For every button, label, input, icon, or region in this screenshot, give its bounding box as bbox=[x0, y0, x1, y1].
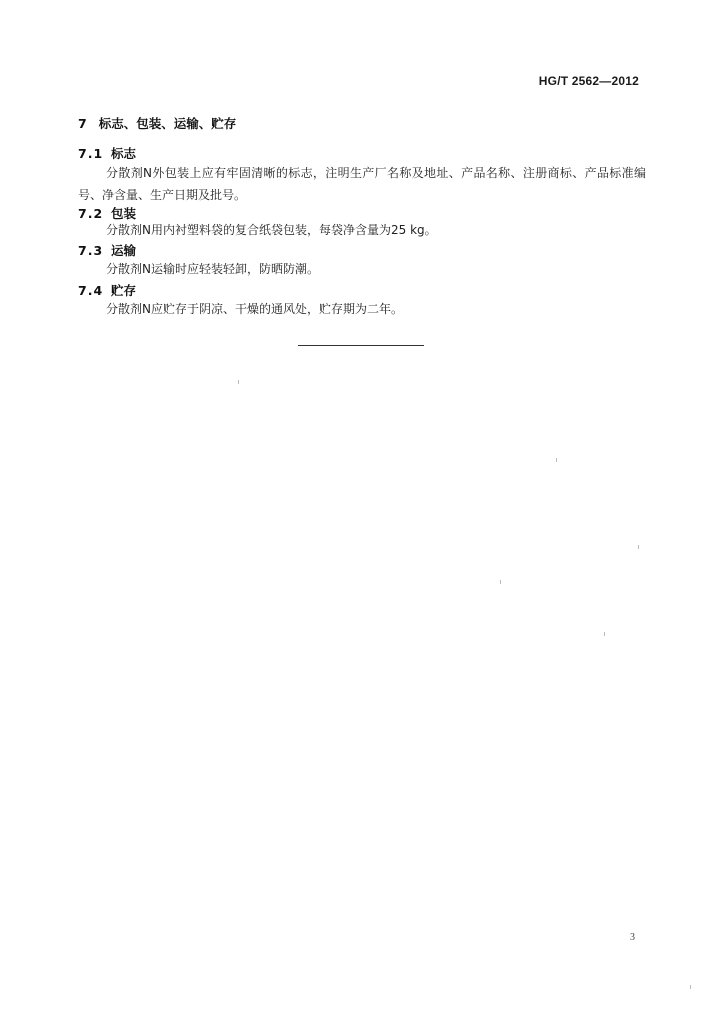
subsection-heading-7-3 bbox=[78, 241, 136, 259]
subsection-number: 7.1 bbox=[78, 146, 104, 161]
document-code-header: HG/T 2562—2012 bbox=[538, 74, 639, 88]
subsection-title: 标志 bbox=[111, 146, 137, 161]
page-number: 3 bbox=[630, 932, 635, 943]
subsection-number: 7.3 bbox=[78, 243, 104, 258]
subsection-heading-7-1 bbox=[78, 144, 136, 162]
subsection-number: 7.2 bbox=[78, 206, 104, 221]
subsection-title: 贮存 bbox=[111, 283, 137, 298]
subsection-title: 运输 bbox=[111, 243, 137, 258]
scan-speck bbox=[238, 380, 239, 384]
subsection-paragraph-7-2: 分散剂N用内衬塑料袋的复合纸袋包装，每袋净含量为25 kg。 bbox=[106, 223, 437, 237]
end-divider bbox=[298, 345, 424, 346]
section-heading bbox=[78, 114, 236, 132]
scan-speck bbox=[556, 458, 557, 462]
subsection-paragraph-7-1: 分散剂N外包装上应有牢固清晰的标志，注明生产厂名称及地址、产品名称、注册商标、产品标准编号、净含量、生产日期及批号。 bbox=[78, 166, 646, 202]
scan-speck bbox=[690, 985, 691, 989]
scan-speck bbox=[638, 545, 639, 549]
scan-speck bbox=[604, 632, 605, 636]
subsection-paragraph-7-3: 分散剂N运输时应轻装轻卸，防晒防潮。 bbox=[106, 262, 319, 276]
section-title-text: 标志、包装、运输、贮存 bbox=[98, 116, 237, 131]
subsection-number: 7.4 bbox=[78, 283, 104, 298]
section-number: 7 bbox=[78, 116, 87, 131]
subsection-heading-7-4 bbox=[78, 281, 136, 299]
subsection-paragraph-7-4: 分散剂N应贮存于阴凉、干燥的通风处，贮存期为二年。 bbox=[106, 302, 403, 316]
subsection-title: 包装 bbox=[111, 206, 137, 221]
scan-speck bbox=[500, 580, 501, 584]
